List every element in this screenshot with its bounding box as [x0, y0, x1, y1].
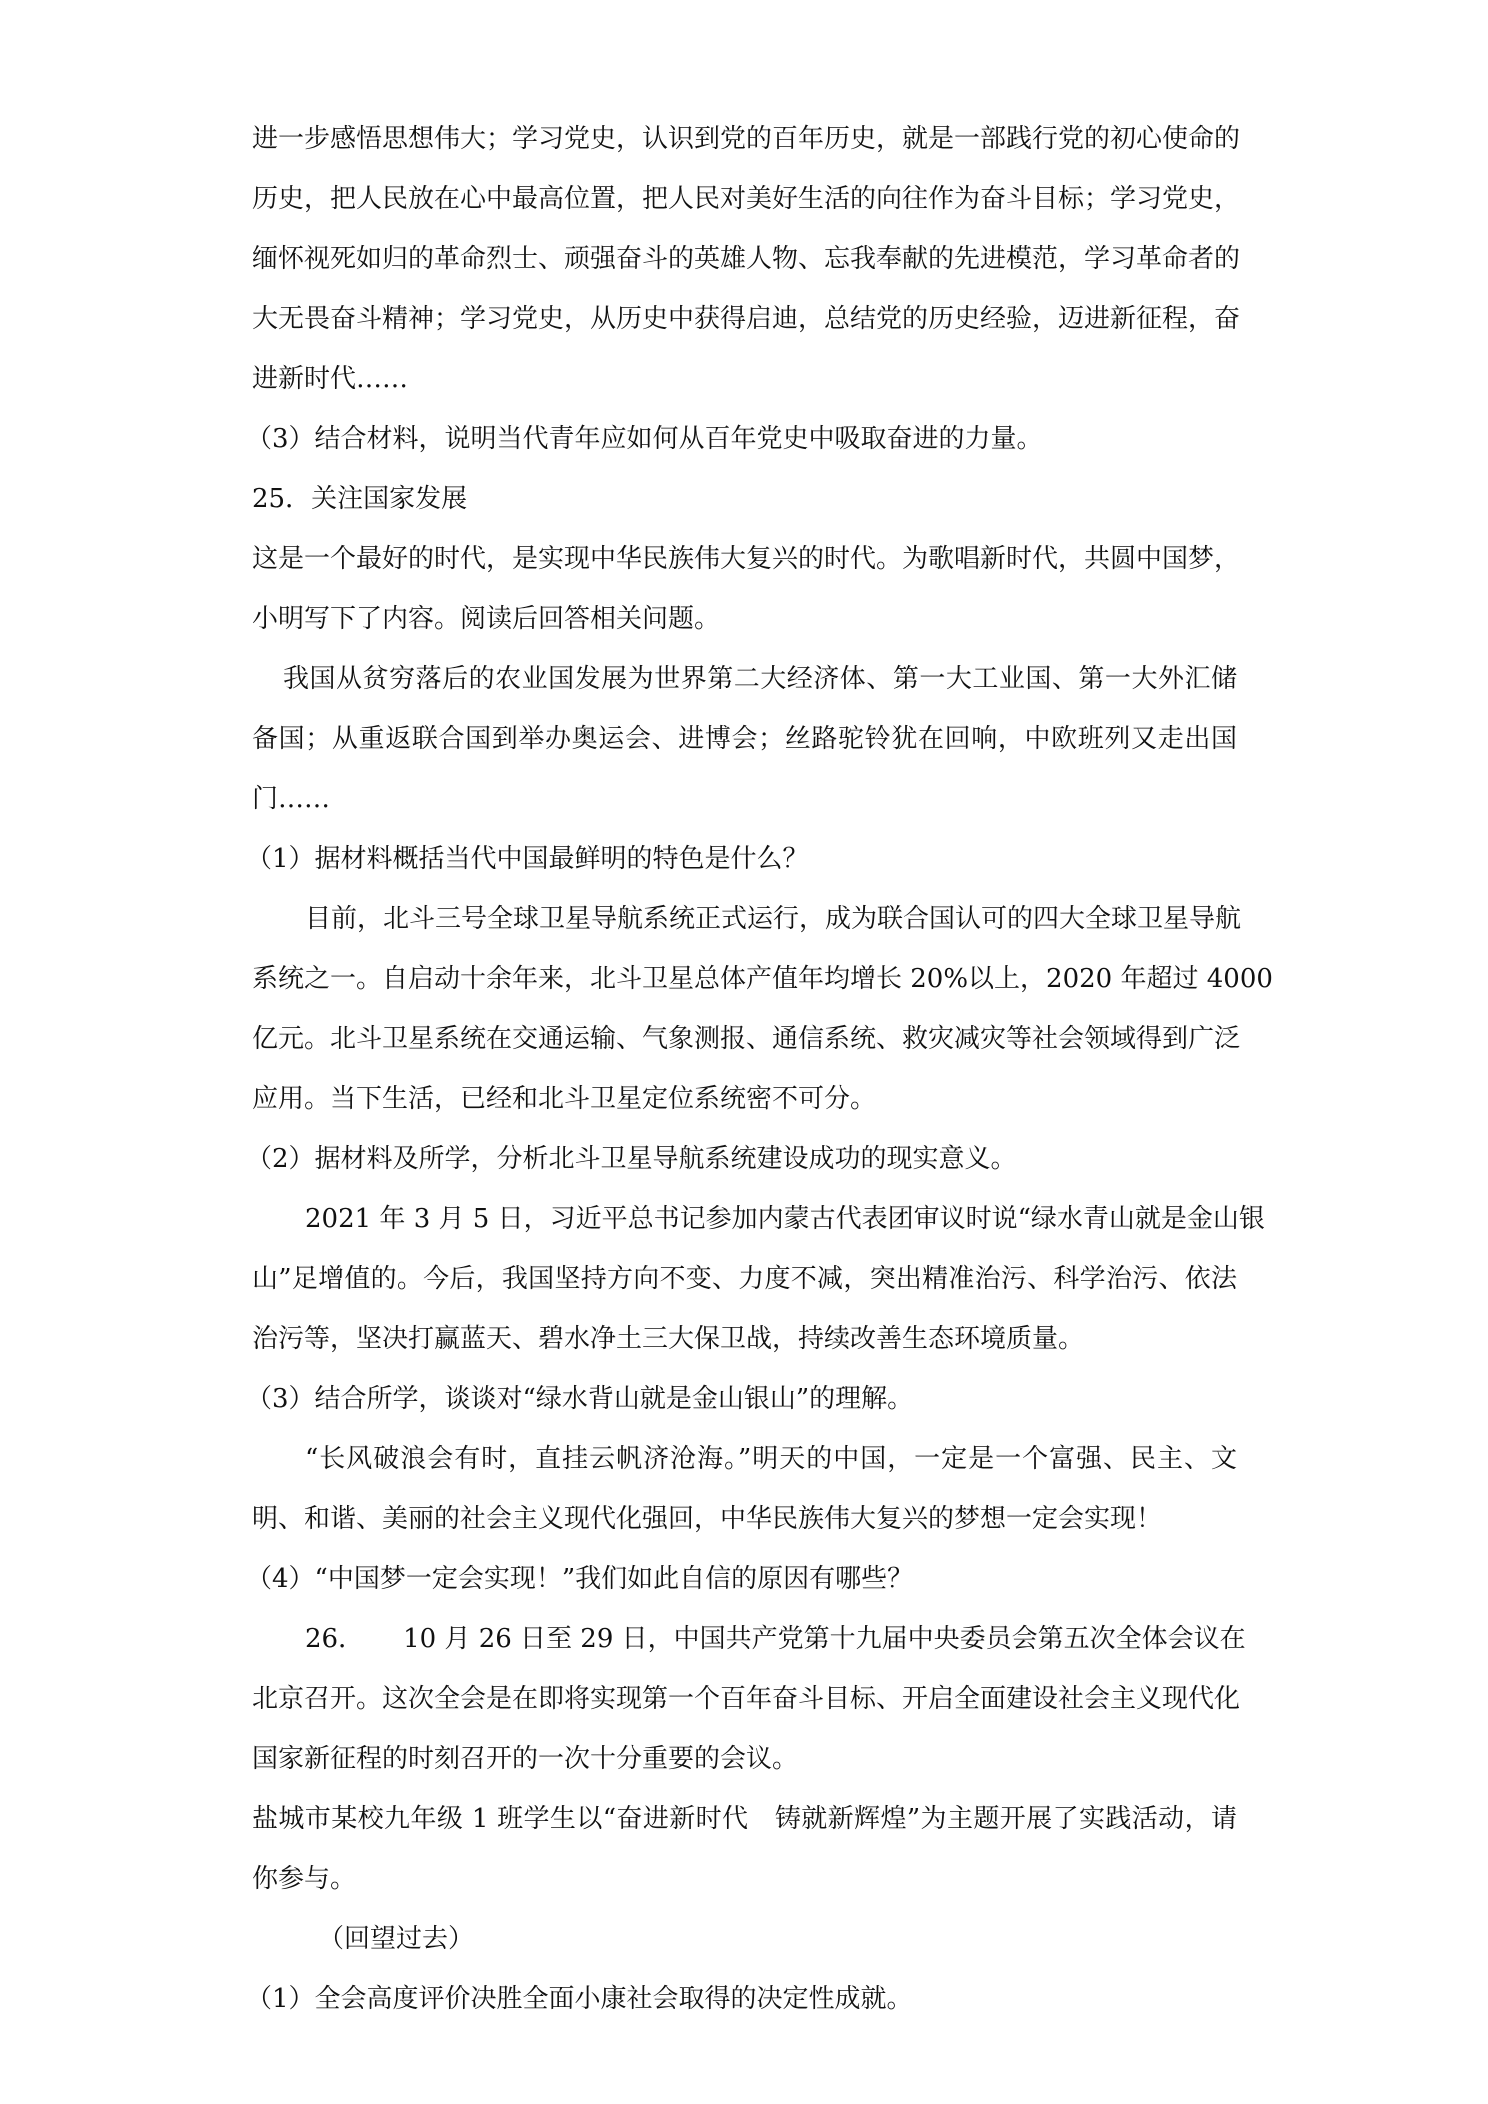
material-line: 亿元。北斗卫星系统在交通运输、气象测报、通信系统、救灾减灾等社会领域得到广泛	[252, 1024, 1241, 1054]
text-line: 进一步感悟思想伟大；学习党史，认识到党的百年历史，就是一部践行党的初心使命的	[252, 124, 1241, 154]
material-line: 治污等，坚决打赢蓝天、碧水净土三大保卫战，持续改善生态环境质量。	[252, 1324, 1085, 1354]
question-25-2-prompt: （2）据材料及所学，分析北斗卫星导航系统建设成功的现实意义。	[246, 1144, 1017, 1174]
material-line: 我国从贫穷落后的农业国发展为世界第二大经济体、第一大工业国、第一大外汇储	[283, 664, 1237, 694]
text-line: 历史，把人民放在心中最高位置，把人民对美好生活的向往作为奋斗目标；学习党史，	[252, 184, 1241, 214]
material-line: 目前，北斗三号全球卫星导航系统正式运行，成为联合国认可的四大全球卫星导航	[305, 904, 1242, 934]
question-25-heading: 25．关注国家发展	[252, 484, 468, 514]
question-26-1-prompt: （1）全会高度评价决胜全面小康社会取得的决定性成就。	[246, 1984, 913, 2014]
material-line: 山”足增值的。今后，我国坚持方向不变、力度不减，突出精准治污、科学治污、依法	[252, 1264, 1237, 1294]
text-line: 国家新征程的时刻召开的一次十分重要的会议。	[252, 1744, 799, 1774]
material-line: 备国；从重返联合国到举办奥运会、进博会；丝路驼铃犹在回响，中欧班列又走出国	[252, 724, 1237, 754]
material-line: 门……	[252, 784, 331, 814]
text-line: 大无畏奋斗精神；学习党史，从历史中获得启迪，总结党的历史经验，迈进新征程，奋	[252, 304, 1241, 334]
material-line: 应用。当下生活，已经和北斗卫星定位系统密不可分。	[252, 1084, 877, 1114]
question-3-prompt: （3）结合材料，说明当代青年应如何从百年党史中吸取奋进的力量。	[246, 424, 1043, 454]
text-line: 盐城市某校九年级 1 班学生以“奋进新时代 铸就新辉煌”为主题开展了实践活动，请	[252, 1804, 1237, 1834]
text-line: 北京召开。这次全会是在即将实现第一个百年奋斗目标、开启全面建设社会主义现代化	[252, 1684, 1241, 1714]
question-26-heading: 26． 10 月 26 日至 29 日，中国共产党第十九届中央委员会第五次全体会议在	[305, 1624, 1246, 1654]
question-25-3-prompt: （3）结合所学，谈谈对“绿水背山就是金山银山”的理解。	[246, 1384, 914, 1414]
question-25-4-prompt: （4）“中国梦一定会实现！”我们如此自信的原因有哪些？	[246, 1564, 914, 1594]
text-line: 小明写下了内容。阅读后回答相关问题。	[252, 604, 721, 634]
material-line: 2021 年 3 月 5 日，习近平总书记参加内蒙古代表团审议时说“绿水青山就是金山银	[305, 1204, 1265, 1234]
text-line: 你参与。	[252, 1864, 357, 1894]
text-line: 进新时代……	[252, 364, 409, 394]
text-line: 这是一个最好的时代，是实现中华民族伟大复兴的时代。为歌唱新时代，共圆中国梦，	[252, 544, 1241, 574]
question-25-1-prompt: （1）据材料概括当代中国最鲜明的特色是什么？	[246, 844, 809, 874]
material-line: 系统之一。自启动十余年来，北斗卫星总体产值年均增长 20%以上，2020 年超过 4000	[252, 964, 1273, 994]
section-heading: （回望过去）	[318, 1924, 475, 1954]
text-line: 缅怀视死如归的革命烈士、顽强奋斗的英雄人物、忘我奉献的先进模范，学习革命者的	[252, 244, 1241, 274]
material-line: 明、和谐、美丽的社会主义现代化强回，中华民族伟大复兴的梦想一定会实现！	[252, 1504, 1163, 1534]
material-line: “长风破浪会有时，直挂云帆济沧海。”明天的中国，一定是一个富强、民主、文	[305, 1444, 1237, 1474]
